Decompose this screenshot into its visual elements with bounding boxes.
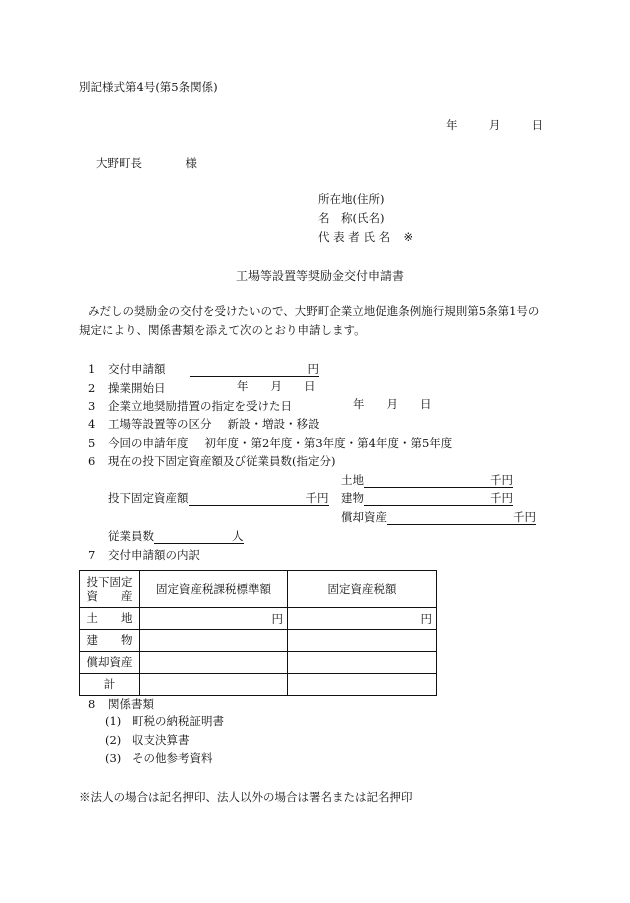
employees-unit: 人 [232, 529, 244, 544]
item-5-value: 初年度・第2年度・第3年度・第4年度・第5年度 [204, 436, 453, 450]
item-1-num: 1 [88, 362, 96, 376]
intro-line-2: 規定により、関係書類を添えて次のとおり申請します。 [79, 323, 366, 337]
item-2-date [237, 380, 316, 394]
cell-tax-amount[interactable] [288, 630, 437, 652]
employees-row [108, 529, 244, 544]
depreciable-field[interactable] [387, 510, 513, 525]
cell-tax-base[interactable] [140, 674, 288, 696]
item-3-day: 日 [420, 397, 432, 411]
document-label: 収支決算書 [132, 733, 190, 747]
applicant-name-label: 名 称(氏名) [318, 211, 385, 225]
table-row [80, 674, 437, 696]
item-8-num: 8 [88, 697, 96, 711]
item-3-month: 月 [386, 397, 398, 411]
depreciable-unit: 千円 [513, 510, 536, 525]
land-label: 土地 [341, 473, 364, 488]
row-label: 建 物 [80, 630, 140, 652]
building-field[interactable] [364, 491, 490, 506]
document-num: (3) [105, 751, 122, 765]
addressee-honorific: 様 [185, 156, 197, 170]
cell-tax-amount[interactable] [288, 674, 437, 696]
row-label: 償却資産 [80, 652, 140, 674]
addressee-name: 大野町長 [96, 156, 142, 170]
table-row [80, 652, 437, 674]
building-unit: 千円 [490, 491, 513, 506]
date-month-label: 月 [488, 118, 501, 132]
row-label: 計 [80, 674, 140, 696]
cell-tax-base[interactable]: 円 [140, 608, 288, 630]
item-6-label: 現在の投下固定資産額及び従業員数(指定分) [108, 454, 336, 468]
header-asset [80, 571, 140, 608]
applicant-address-label: 所在地(住所) [318, 192, 385, 206]
footnote: ※法人の場合は記名押印、法人以外の場合は署名または記名押印 [79, 790, 413, 804]
applicant-rep-line [318, 231, 413, 245]
depreciable-row [341, 510, 536, 525]
item-7 [88, 547, 200, 563]
amount-field[interactable] [190, 362, 308, 377]
item-4-num: 4 [88, 417, 96, 431]
item-5-label: 今回の申請年度 [108, 436, 189, 450]
item-1-label: 交付申請額 [108, 362, 166, 376]
land-row [341, 473, 513, 488]
building-row [341, 491, 513, 506]
item-7-num: 7 [88, 548, 96, 562]
building-label: 建物 [341, 491, 364, 506]
item-4-value: 新設・増設・移設 [227, 417, 320, 431]
intro-line-1: みだしの奨励金の交付を受けたいので、大野町企業立地促進条例施行規則第5条第1号の [88, 304, 540, 318]
total-assets-label: 投下固定資産額 [108, 491, 189, 506]
document-label: その他参考資料 [132, 751, 213, 765]
applicant-rep-label: 代 表 者 氏 名 [318, 230, 391, 244]
header-tax-base: 固定資産税課税標準額 [140, 571, 288, 608]
item-2-month: 月 [270, 379, 282, 393]
document-label: 町税の納税証明書 [132, 714, 224, 728]
cell-tax-amount[interactable] [288, 652, 437, 674]
item-5 [88, 435, 452, 451]
item-2-num: 2 [88, 381, 96, 395]
item-8-label: 関係書類 [108, 697, 154, 711]
form-number: 別記様式第4号(第5条関係) [79, 80, 218, 94]
item-4-label: 工場等設置等の区分 [108, 417, 212, 431]
item-4 [88, 416, 320, 432]
item-3 [88, 398, 292, 414]
date-year-label: 年 [446, 118, 458, 132]
item-3-label: 企業立地奨励措置の指定を受けた日 [108, 399, 292, 413]
total-assets-unit: 千円 [305, 491, 329, 506]
item-2-day: 日 [304, 379, 316, 393]
header-tax-amount: 固定資産税額 [288, 571, 437, 608]
item-6-num: 6 [88, 454, 96, 468]
date-day-label: 日 [531, 118, 544, 132]
addressee [96, 157, 197, 171]
item-3-year: 年 [353, 397, 365, 411]
item-8 [88, 696, 154, 712]
item-2-label: 操業開始日 [108, 381, 166, 395]
seal-mark: ※ [403, 230, 414, 244]
land-field[interactable] [364, 473, 490, 488]
depreciable-label: 償却資産 [341, 510, 387, 525]
item-6 [88, 453, 335, 469]
header-asset-text: 投下固定資 産 [86, 574, 133, 603]
cell-tax-amount[interactable]: 円 [288, 608, 437, 630]
document-num: (2) [105, 733, 122, 747]
item-3-num: 3 [88, 399, 96, 413]
row-label: 土 地 [80, 608, 140, 630]
item-1 [88, 361, 319, 377]
date-line [446, 119, 543, 133]
document-num: (1) [105, 714, 122, 728]
land-unit: 千円 [490, 473, 513, 488]
table-header-row [80, 571, 437, 608]
item-3-date [353, 398, 432, 412]
breakdown-table [79, 570, 437, 696]
employees-field[interactable] [154, 529, 232, 544]
total-assets-field[interactable] [189, 491, 306, 506]
item-5-num: 5 [88, 436, 96, 450]
document-item [105, 715, 224, 729]
document-item [105, 734, 190, 748]
item-2 [88, 380, 166, 396]
employees-label: 従業員数 [108, 529, 154, 544]
document-item [105, 752, 213, 766]
item-1-unit: 円 [307, 362, 319, 376]
item-7-label: 交付申請額の内訳 [108, 548, 200, 562]
table-row [80, 630, 437, 652]
table-row [80, 608, 437, 630]
cell-tax-base[interactable] [140, 630, 288, 652]
document-title: 工場等設置等奨励金交付申請書 [236, 269, 405, 283]
item-2-year: 年 [237, 379, 249, 393]
total-assets-row [108, 491, 329, 506]
cell-tax-base[interactable] [140, 652, 288, 674]
